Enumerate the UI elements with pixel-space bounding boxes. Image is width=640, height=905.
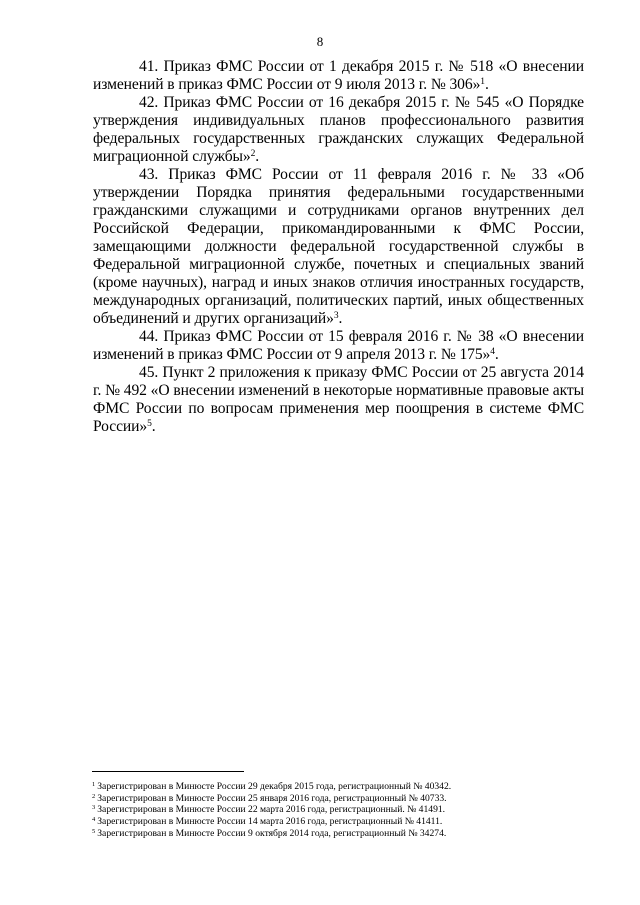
list-item-43 [93,166,584,328]
footnote-text: Зарегистрирован в Минюсте России 9 октября 2014 года, регистрационный № 34274. [97,827,447,839]
item-text: 44. Приказ ФМС России от 15 февраля 2016 г. № 38 «О внесении изменений в приказ ФМС России от 9 апреля 2013 г. № 175» [93,328,584,363]
footnote-text: Зарегистрирован в Минюсте России 25 января 2016 года, регистрационный № 40733. [97,792,447,804]
item-text: 41. Приказ ФМС России от 1 декабря 2015 г. № 518 «О внесении изменений в приказ ФМС России от 9 июля 2013 г. № 306» [93,58,584,93]
footnote-mark: 2 [92,792,96,800]
item-tail: . [484,76,489,93]
item-text: 43. Приказ ФМС России от 11 февраля 2016 г. № 33 «Об утверждении Порядка принятия федеральными государственными гражданскими служащими и сотрудниками органов внутренних дел Российской Федерации, прикомандированными к ФМС России, замещающими должности федеральной государственной службы в Федеральной миграционной службе, почетных и специальных званий (кроме научных), наград и иных знаков отличия иностранных государств, международных организаций, политических партий, иных общественных объединений и других организаций» [93,166,584,327]
footnote-text: Зарегистрирован в Минюсте России 29 декабря 2015 года, регистрационный № 40342. [97,781,452,792]
item-tail: . [255,148,260,165]
footnote-ref: 5 [147,419,152,429]
item-tail: . [151,418,156,435]
footnote-divider [92,771,244,772]
footnote-5 [92,828,572,840]
item-tail: . [494,346,499,363]
footnote-mark: 4 [92,816,96,824]
footnote-ref: 3 [333,311,339,321]
item-tail: . [338,310,343,327]
footnote-text: Зарегистрирован в Минюсте России 22 марта 2016 года, регистрационный. № 41491. [97,804,446,816]
list-item-45 [93,364,584,436]
item-text: 42. Приказ ФМС России от 16 декабря 2015 г. № 545 «О Порядке утверждения индивидуальных планов профессионального развития федеральных государственных гражданских служащих Федеральной миграционной службы» [93,94,584,165]
footnote-mark: 3 [92,804,96,812]
page-number: 8 [316,34,324,49]
list-item-41 [93,58,584,94]
footnote-mark: 5 [92,827,96,835]
list-item-44 [93,328,584,364]
footnote-ref: 1 [480,77,485,87]
footnotes [92,781,572,840]
document-body [93,58,584,436]
footnote-ref: 4 [490,347,495,357]
footnote-4 [92,816,572,828]
item-text: 45. Пункт 2 приложения к приказу ФМС России от 25 августа 2014 г. № 492 «О внесении изменений в некоторые нормативные правовые акты ФМС России по вопросам применения мер поощрения в системе ФМС России» [93,364,584,435]
footnote-1 [92,781,572,793]
list-item-42 [93,94,584,166]
footnote-ref: 2 [250,149,256,159]
footnote-2 [92,793,572,805]
footnote-mark: 1 [92,781,96,788]
footnote-3 [92,804,572,816]
footnote-text: Зарегистрирован в Минюсте России 14 марта 2016 года, регистрационный № 41411. [97,816,443,828]
